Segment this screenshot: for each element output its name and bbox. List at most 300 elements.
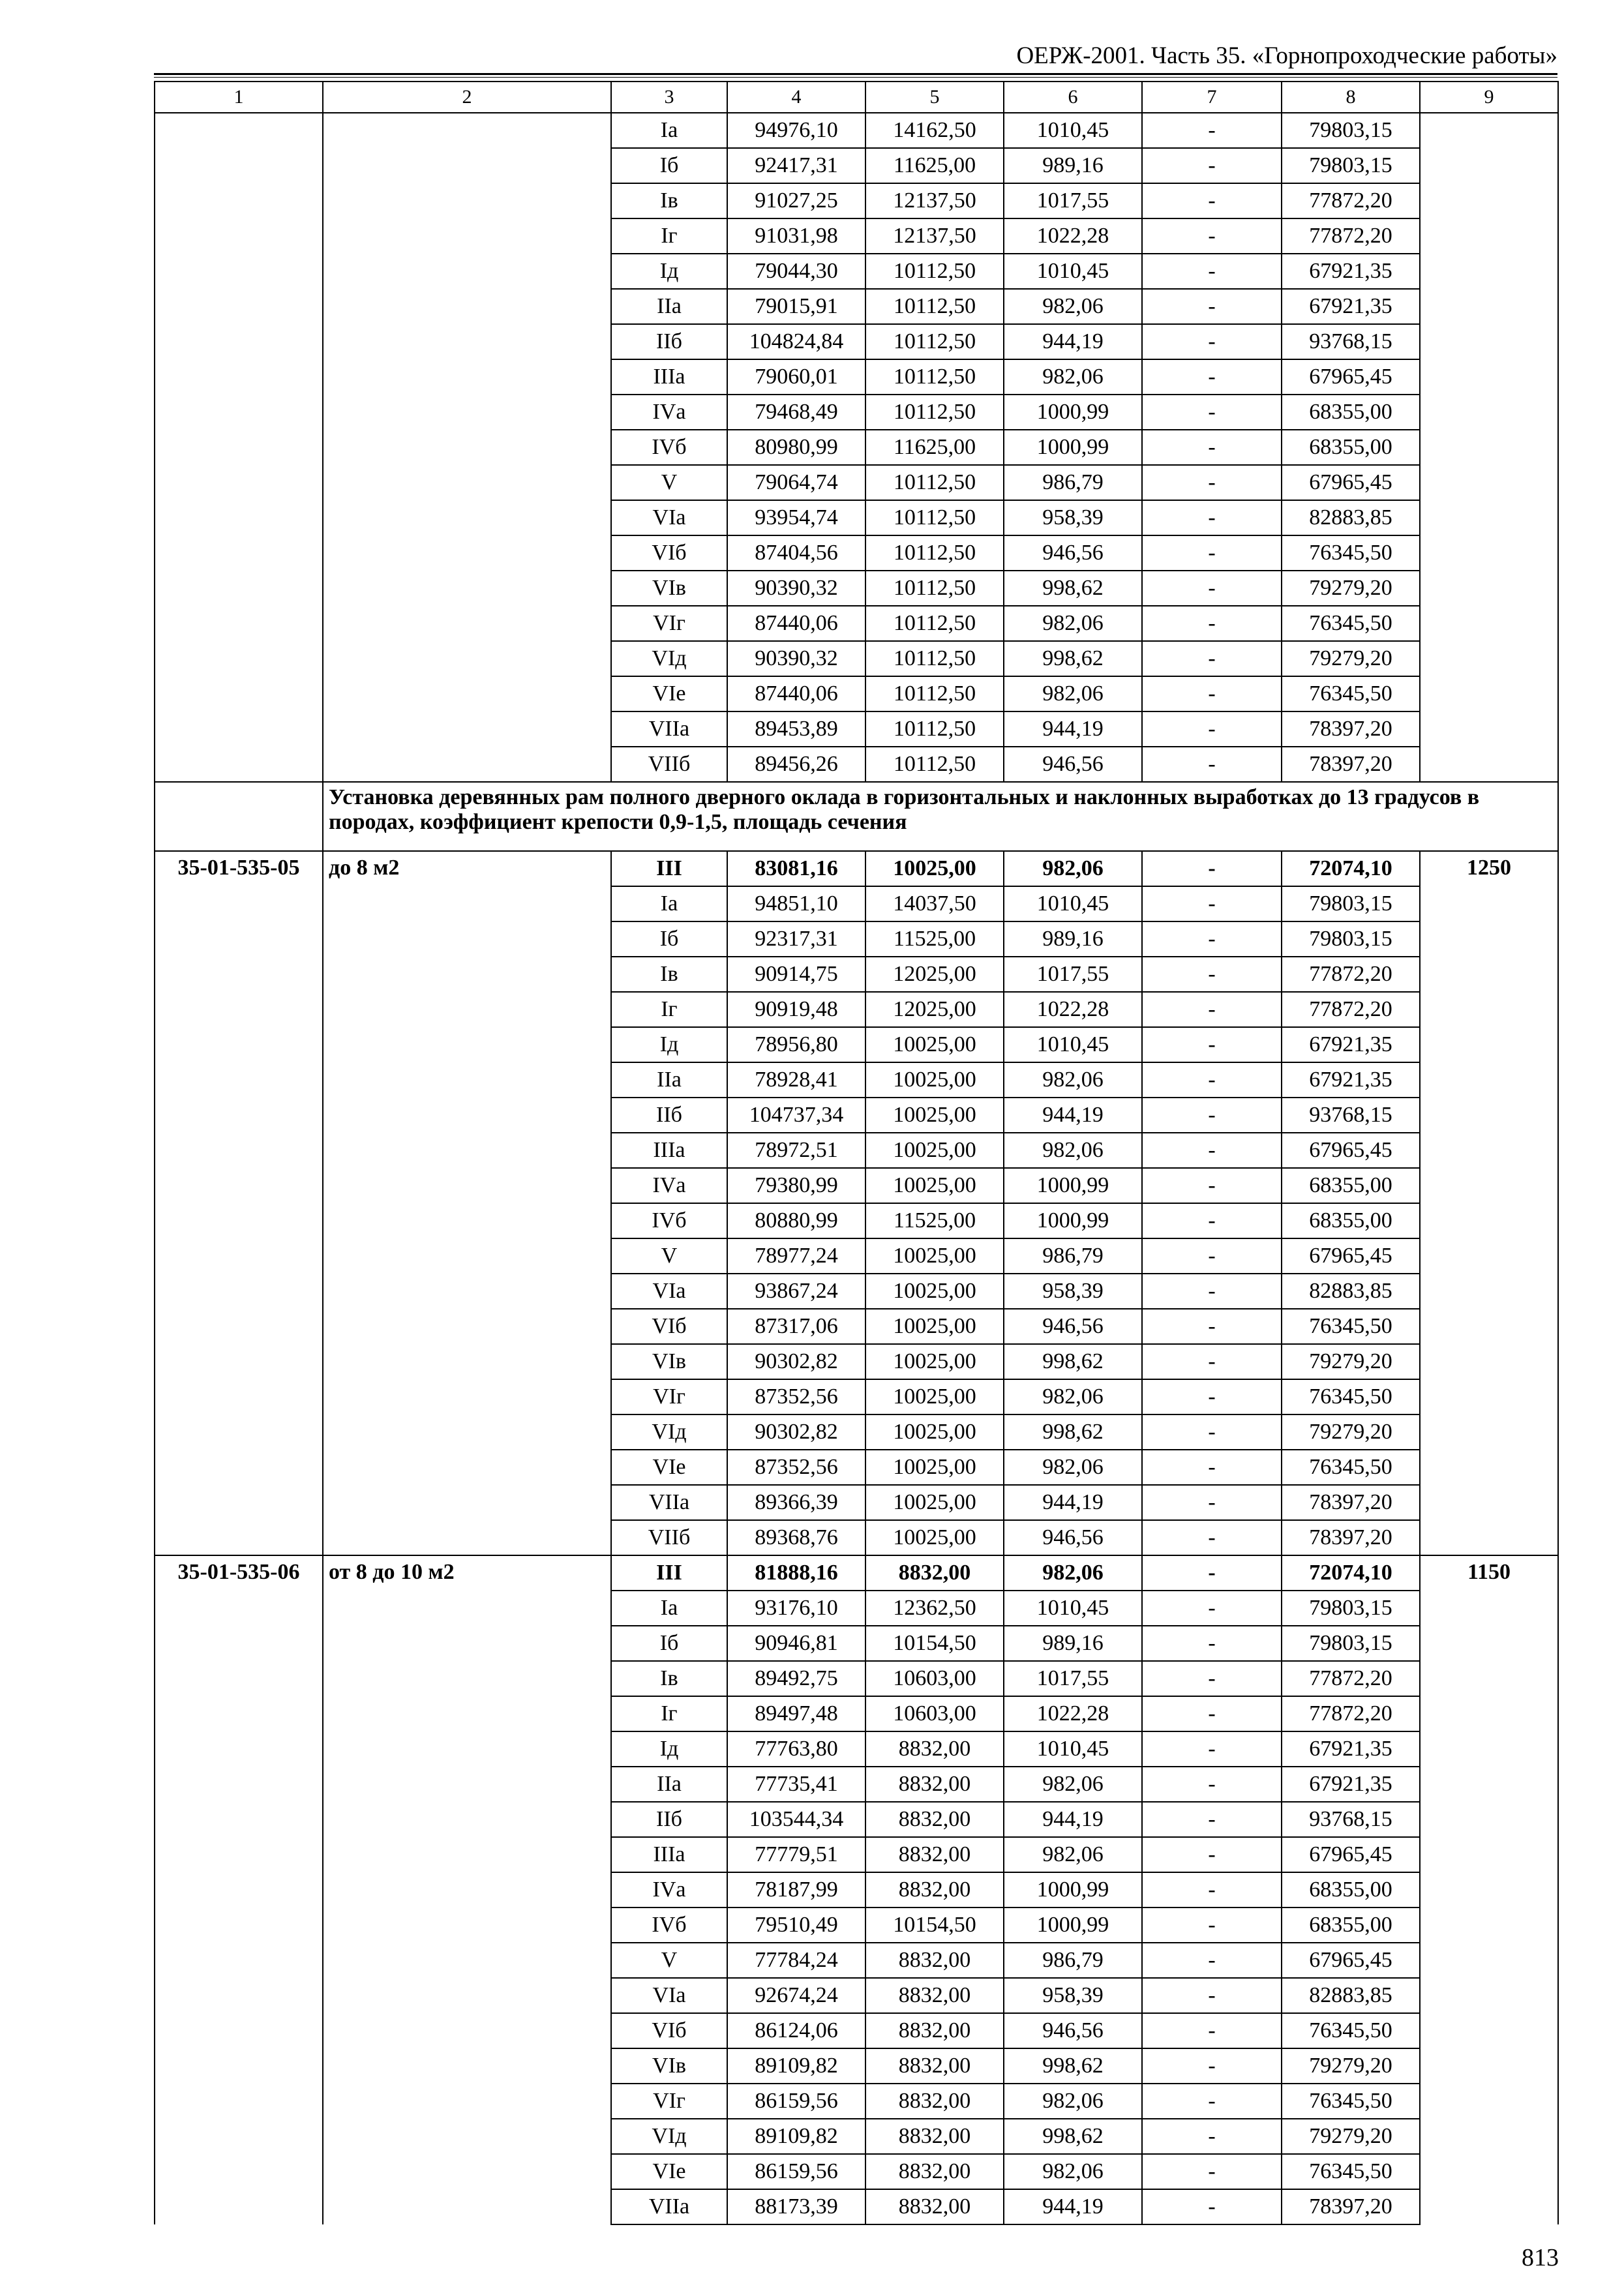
machine-cost: 982,06 (1004, 2084, 1142, 2119)
labor-cost: 10112,50 (865, 324, 1004, 359)
total-cost: 90390,32 (727, 571, 865, 606)
table-row (155, 1767, 1558, 1802)
zone-code: IIа (611, 1062, 727, 1098)
rate-code (155, 1203, 323, 1238)
zone-code: V (611, 1943, 727, 1978)
rate-code (155, 1943, 323, 1978)
rate-code (155, 1696, 323, 1731)
material-cost: 79803,15 (1282, 921, 1420, 957)
table-row (155, 2189, 1558, 2224)
table-row (155, 641, 1558, 676)
work-description (323, 1872, 611, 1908)
rate-code (155, 1309, 323, 1344)
table-row (155, 851, 1558, 886)
machine-cost: 1010,45 (1004, 113, 1142, 148)
table-row (155, 218, 1558, 254)
table-row (155, 183, 1558, 218)
rate-code (155, 359, 323, 395)
work-description (323, 465, 611, 500)
labor-cost: 11525,00 (865, 1203, 1004, 1238)
table-row (155, 1626, 1558, 1661)
operator-cost: - (1142, 2048, 1282, 2084)
work-description (323, 992, 611, 1027)
machine-cost: 989,16 (1004, 1626, 1142, 1661)
operator-cost: - (1142, 1978, 1282, 2013)
rates-table (154, 81, 1559, 2225)
labor-hours (1420, 1908, 1558, 1943)
zone-code: VIа (611, 1274, 727, 1309)
table-row (155, 711, 1558, 747)
labor-cost: 12025,00 (865, 957, 1004, 992)
total-cost: 87317,06 (727, 1309, 865, 1344)
labor-hours (1420, 1978, 1558, 2013)
total-cost: 89368,76 (727, 1520, 865, 1555)
rate-code: 35-01-535-06 (155, 1555, 323, 1591)
zone-code: Iг (611, 218, 727, 254)
material-cost: 79803,15 (1282, 886, 1420, 921)
work-description (323, 254, 611, 289)
labor-cost: 10112,50 (865, 535, 1004, 571)
labor-cost: 10025,00 (865, 1274, 1004, 1309)
work-description (323, 1837, 611, 1872)
total-cost: 79468,49 (727, 395, 865, 430)
labor-cost: 10025,00 (865, 1238, 1004, 1274)
operator-cost: - (1142, 1414, 1282, 1450)
rate-code (155, 500, 323, 535)
total-cost: 77735,41 (727, 1767, 865, 1802)
rate-code (155, 2189, 323, 2224)
rate-code (155, 1344, 323, 1379)
rate-code (155, 1626, 323, 1661)
zone-code: VIа (611, 1978, 727, 2013)
labor-hours (1420, 1591, 1558, 1626)
header-title: ОЕРЖ-2001. Часть 35. «Горнопроходческие работы» (1016, 42, 1557, 69)
machine-cost: 944,19 (1004, 324, 1142, 359)
column-number: 6 (1004, 82, 1142, 113)
material-cost: 79279,20 (1282, 641, 1420, 676)
total-cost: 93176,10 (727, 1591, 865, 1626)
operator-cost: - (1142, 1485, 1282, 1520)
work-description (323, 1908, 611, 1943)
labor-cost: 10025,00 (865, 1344, 1004, 1379)
operator-cost: - (1142, 992, 1282, 1027)
zone-code: IIб (611, 1802, 727, 1837)
material-cost: 77872,20 (1282, 957, 1420, 992)
machine-cost: 982,06 (1004, 289, 1142, 324)
operator-cost: - (1142, 1168, 1282, 1203)
labor-cost: 10112,50 (865, 606, 1004, 641)
work-description: от 8 до 10 м2 (323, 1555, 611, 1591)
labor-cost: 11525,00 (865, 921, 1004, 957)
total-cost: 81888,16 (727, 1555, 865, 1591)
machine-cost: 982,06 (1004, 1767, 1142, 1802)
rate-code (155, 1168, 323, 1203)
material-cost: 76345,50 (1282, 606, 1420, 641)
labor-cost: 14162,50 (865, 113, 1004, 148)
zone-code: Iв (611, 957, 727, 992)
labor-cost: 12025,00 (865, 992, 1004, 1027)
labor-hours (1420, 1168, 1558, 1203)
work-description (323, 1344, 611, 1379)
work-description (323, 1414, 611, 1450)
rate-code (155, 289, 323, 324)
machine-cost: 986,79 (1004, 1238, 1142, 1274)
machine-cost: 1000,99 (1004, 1908, 1142, 1943)
machine-cost: 998,62 (1004, 2048, 1142, 2084)
total-cost: 91031,98 (727, 218, 865, 254)
total-cost: 88173,39 (727, 2189, 865, 2224)
rate-code (155, 535, 323, 571)
column-number: 9 (1420, 82, 1558, 113)
zone-code: VIIб (611, 1520, 727, 1555)
labor-hours (1420, 606, 1558, 641)
operator-cost: - (1142, 711, 1282, 747)
rate-code (155, 1661, 323, 1696)
labor-cost: 8832,00 (865, 1872, 1004, 1908)
labor-hours (1420, 1626, 1558, 1661)
zone-code: V (611, 465, 727, 500)
material-cost: 67921,35 (1282, 1731, 1420, 1767)
table-row (155, 254, 1558, 289)
total-cost: 77763,80 (727, 1731, 865, 1767)
work-description (323, 1133, 611, 1168)
table-row (155, 289, 1558, 324)
total-cost: 90302,82 (727, 1344, 865, 1379)
material-cost: 93768,15 (1282, 1098, 1420, 1133)
table-row (155, 359, 1558, 395)
work-description (323, 2154, 611, 2189)
total-cost: 79044,30 (727, 254, 865, 289)
zone-code: VIд (611, 641, 727, 676)
rate-code (155, 1978, 323, 2013)
total-cost: 78972,51 (727, 1133, 865, 1168)
table-row (155, 2084, 1558, 2119)
work-description (323, 430, 611, 465)
zone-code: Iб (611, 148, 727, 183)
material-cost: 79279,20 (1282, 571, 1420, 606)
labor-hours (1420, 1062, 1558, 1098)
total-cost: 90390,32 (727, 641, 865, 676)
labor-cost: 10112,50 (865, 254, 1004, 289)
work-description (323, 711, 611, 747)
material-cost: 76345,50 (1282, 1450, 1420, 1485)
total-cost: 89456,26 (727, 747, 865, 782)
total-cost: 89109,82 (727, 2048, 865, 2084)
table-row (155, 465, 1558, 500)
material-cost: 67921,35 (1282, 1767, 1420, 1802)
work-description (323, 1168, 611, 1203)
table-row (155, 148, 1558, 183)
material-cost: 67921,35 (1282, 254, 1420, 289)
labor-hours (1420, 1344, 1558, 1379)
labor-hours (1420, 254, 1558, 289)
labor-cost: 10112,50 (865, 500, 1004, 535)
material-cost: 68355,00 (1282, 1908, 1420, 1943)
total-cost: 89366,39 (727, 1485, 865, 1520)
material-cost: 79279,20 (1282, 2119, 1420, 2154)
labor-cost: 10112,50 (865, 676, 1004, 711)
material-cost: 78397,20 (1282, 711, 1420, 747)
work-description (323, 1027, 611, 1062)
table-row (155, 606, 1558, 641)
total-cost: 94976,10 (727, 113, 865, 148)
table-row (155, 1978, 1558, 2013)
total-cost: 103544,34 (727, 1802, 865, 1837)
operator-cost: - (1142, 1591, 1282, 1626)
machine-cost: 944,19 (1004, 2189, 1142, 2224)
machine-cost: 989,16 (1004, 148, 1142, 183)
zone-code: Iд (611, 254, 727, 289)
machine-cost: 944,19 (1004, 1485, 1142, 1520)
operator-cost: - (1142, 1062, 1282, 1098)
labor-hours (1420, 886, 1558, 921)
zone-code: VIг (611, 1379, 727, 1414)
total-cost: 87440,06 (727, 676, 865, 711)
operator-cost: - (1142, 1098, 1282, 1133)
machine-cost: 998,62 (1004, 1344, 1142, 1379)
rate-code (155, 1274, 323, 1309)
labor-cost: 10025,00 (865, 1309, 1004, 1344)
rate-code (155, 606, 323, 641)
machine-cost: 982,06 (1004, 1133, 1142, 1168)
table-row (155, 1943, 1558, 1978)
total-cost: 86124,06 (727, 2013, 865, 2048)
table-row (155, 1450, 1558, 1485)
labor-cost: 10112,50 (865, 747, 1004, 782)
rate-code (155, 395, 323, 430)
work-description (323, 218, 611, 254)
material-cost: 77872,20 (1282, 992, 1420, 1027)
zone-code: IIIа (611, 1837, 727, 1872)
work-description (323, 1731, 611, 1767)
zone-code: Iг (611, 1696, 727, 1731)
rate-code (155, 218, 323, 254)
material-cost: 77872,20 (1282, 1696, 1420, 1731)
machine-cost: 998,62 (1004, 641, 1142, 676)
material-cost: 82883,85 (1282, 500, 1420, 535)
labor-cost: 10154,50 (865, 1908, 1004, 1943)
operator-cost: - (1142, 1731, 1282, 1767)
machine-cost: 982,06 (1004, 676, 1142, 711)
work-description (323, 2119, 611, 2154)
work-description (323, 2048, 611, 2084)
table-row (155, 2048, 1558, 2084)
work-description (323, 1802, 611, 1837)
labor-cost: 8832,00 (865, 1802, 1004, 1837)
labor-cost: 10112,50 (865, 711, 1004, 747)
table-row (155, 1274, 1558, 1309)
labor-hours (1420, 957, 1558, 992)
machine-cost: 1000,99 (1004, 1872, 1142, 1908)
material-cost: 82883,85 (1282, 1978, 1420, 2013)
labor-hours (1420, 1238, 1558, 1274)
labor-hours (1420, 641, 1558, 676)
labor-cost: 10025,00 (865, 1414, 1004, 1450)
labor-cost: 10025,00 (865, 1450, 1004, 1485)
machine-cost: 982,06 (1004, 2154, 1142, 2189)
material-cost: 76345,50 (1282, 1379, 1420, 1414)
total-cost: 104824,84 (727, 324, 865, 359)
machine-cost: 944,19 (1004, 1802, 1142, 1837)
labor-cost: 8832,00 (865, 1555, 1004, 1591)
machine-cost: 1022,28 (1004, 1696, 1142, 1731)
operator-cost: - (1142, 1802, 1282, 1837)
material-cost: 76345,50 (1282, 2084, 1420, 2119)
rate-code (155, 1520, 323, 1555)
operator-cost: - (1142, 606, 1282, 641)
labor-hours (1420, 1802, 1558, 1837)
work-description (323, 395, 611, 430)
operator-cost: - (1142, 571, 1282, 606)
labor-cost: 8832,00 (865, 1767, 1004, 1802)
zone-code: Iа (611, 886, 727, 921)
zone-code: IVб (611, 1908, 727, 1943)
machine-cost: 982,06 (1004, 1555, 1142, 1591)
total-cost: 86159,56 (727, 2084, 865, 2119)
operator-cost: - (1142, 1274, 1282, 1309)
labor-hours (1420, 1414, 1558, 1450)
machine-cost: 982,06 (1004, 359, 1142, 395)
work-description (323, 1661, 611, 1696)
material-cost: 67965,45 (1282, 465, 1420, 500)
work-description (323, 1943, 611, 1978)
total-cost: 80980,99 (727, 430, 865, 465)
labor-cost: 10025,00 (865, 1520, 1004, 1555)
zone-code: Iд (611, 1027, 727, 1062)
labor-hours (1420, 465, 1558, 500)
labor-hours (1420, 1309, 1558, 1344)
labor-hours (1420, 2048, 1558, 2084)
table-row (155, 2154, 1558, 2189)
table-row (155, 1802, 1558, 1837)
work-description (323, 148, 611, 183)
work-description (323, 921, 611, 957)
labor-cost: 11625,00 (865, 148, 1004, 183)
rate-code (155, 1098, 323, 1133)
work-description (323, 641, 611, 676)
table-row (155, 1731, 1558, 1767)
labor-hours (1420, 1520, 1558, 1555)
work-description (323, 1520, 611, 1555)
labor-hours (1420, 571, 1558, 606)
labor-hours (1420, 992, 1558, 1027)
operator-cost: - (1142, 851, 1282, 886)
operator-cost: - (1142, 1238, 1282, 1274)
zone-code: VIб (611, 535, 727, 571)
table-row (155, 747, 1558, 782)
material-cost: 79279,20 (1282, 2048, 1420, 2084)
work-description (323, 1098, 611, 1133)
machine-cost: 1010,45 (1004, 1027, 1142, 1062)
table-row (155, 324, 1558, 359)
labor-hours (1420, 1379, 1558, 1414)
labor-hours (1420, 1098, 1558, 1133)
labor-cost: 8832,00 (865, 1731, 1004, 1767)
machine-cost: 944,19 (1004, 711, 1142, 747)
rate-code (155, 113, 323, 148)
operator-cost: - (1142, 359, 1282, 395)
work-description (323, 1978, 611, 2013)
work-description (323, 1450, 611, 1485)
labor-hours (1420, 535, 1558, 571)
zone-code: Iа (611, 113, 727, 148)
machine-cost: 986,79 (1004, 1943, 1142, 1978)
labor-hours (1420, 1027, 1558, 1062)
rate-code (155, 711, 323, 747)
total-cost: 90919,48 (727, 992, 865, 1027)
material-cost: 78397,20 (1282, 2189, 1420, 2224)
labor-cost: 12137,50 (865, 218, 1004, 254)
material-cost: 67965,45 (1282, 1133, 1420, 1168)
rate-code (155, 747, 323, 782)
material-cost: 72074,10 (1282, 851, 1420, 886)
labor-hours: 1250 (1420, 851, 1558, 886)
machine-cost: 946,56 (1004, 2013, 1142, 2048)
total-cost: 87352,56 (727, 1379, 865, 1414)
labor-cost: 10025,00 (865, 1485, 1004, 1520)
material-cost: 67965,45 (1282, 1238, 1420, 1274)
labor-hours (1420, 2013, 1558, 2048)
zone-code: VIб (611, 1309, 727, 1344)
operator-cost: - (1142, 183, 1282, 218)
machine-cost: 1022,28 (1004, 992, 1142, 1027)
total-cost: 79064,74 (727, 465, 865, 500)
machine-cost: 1000,99 (1004, 1203, 1142, 1238)
column-number: 8 (1282, 82, 1420, 113)
rate-code (155, 1591, 323, 1626)
header-rule-thin (154, 77, 1557, 78)
table-row (155, 2119, 1558, 2154)
operator-cost: - (1142, 148, 1282, 183)
table-row (155, 992, 1558, 1027)
rate-code (155, 324, 323, 359)
zone-code: VIа (611, 500, 727, 535)
labor-hours (1420, 1450, 1558, 1485)
table-row (155, 395, 1558, 430)
work-description (323, 2189, 611, 2224)
material-cost: 77872,20 (1282, 183, 1420, 218)
labor-hours (1420, 2154, 1558, 2189)
operator-cost: - (1142, 2013, 1282, 2048)
zone-code: III (611, 851, 727, 886)
machine-cost: 958,39 (1004, 500, 1142, 535)
labor-hours (1420, 747, 1558, 782)
zone-code: IIб (611, 324, 727, 359)
machine-cost: 982,06 (1004, 1450, 1142, 1485)
operator-cost: - (1142, 747, 1282, 782)
operator-cost: - (1142, 289, 1282, 324)
labor-cost: 8832,00 (865, 2048, 1004, 2084)
table-row (155, 1485, 1558, 1520)
operator-cost: - (1142, 1661, 1282, 1696)
labor-cost: 10025,00 (865, 1027, 1004, 1062)
labor-hours (1420, 2084, 1558, 2119)
machine-cost: 1010,45 (1004, 886, 1142, 921)
material-cost: 79803,15 (1282, 1591, 1420, 1626)
work-description (323, 2013, 611, 2048)
zone-code: IVб (611, 1203, 727, 1238)
zone-code: IIа (611, 1767, 727, 1802)
operator-cost: - (1142, 430, 1282, 465)
table-row (155, 500, 1558, 535)
labor-hours (1420, 676, 1558, 711)
table-row (155, 1908, 1558, 1943)
table-row (155, 1203, 1558, 1238)
zone-code: Iб (611, 921, 727, 957)
work-description (323, 1309, 611, 1344)
work-description (323, 1238, 611, 1274)
total-cost: 86159,56 (727, 2154, 865, 2189)
